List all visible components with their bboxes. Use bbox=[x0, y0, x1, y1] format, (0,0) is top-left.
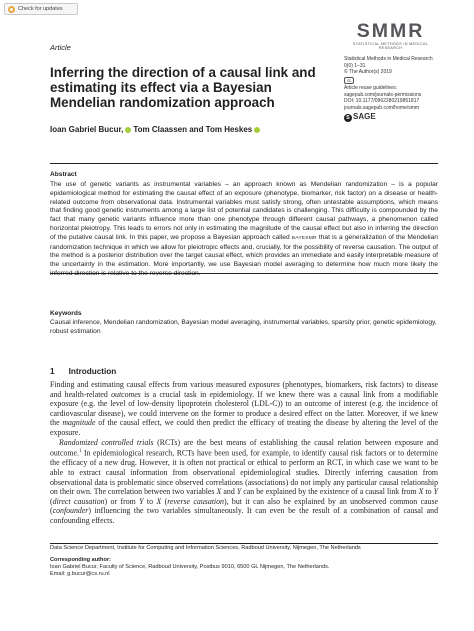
article-metadata bbox=[344, 56, 462, 122]
corresponding-author-address: Ioan Gabriel Bucur, Faculty of Science, Radboud University, Postbus 9010, 6500 GL Nijmegen, The Netherlands. bbox=[50, 564, 330, 571]
author-2-3: Tom Claassen and Tom Heskes bbox=[133, 125, 253, 134]
keywords-heading: Keywords bbox=[50, 310, 82, 317]
abstract-text: The use of genetic variants as instrumental variables – an approach known as Mendelian randomization – is a popular epidemiological method for estimating the causal effect of an exposure (phenotype, biomarker, risk factor) on a disease or health-related outcome from observational data. Instrumental variables must satisfy strong, often untestable assumptions, which means that finding good genetic instruments among a large list of potential candidates is challenging. This difficulty is compounded by the fact that many genetic variants influence more than one phenotype through different causal pathways, a phenomenon called horizontal pleiotropy. This leads to errors not only in estimating the magnitude of the causal effect but also in inferring the direction of the putative causal link. In this paper, we propose a Bayesian approach called BAYESMR that is a generalization of the Mendelian randomization technique in which we allow for pleiotropic effects and, crucially, for the possibility of reverse causation. The output of the method is a posterior distribution over the target causal effect, which provides an immediate and easily interpretable measure of the uncertainty in the estimation. More importantly, we use Bayesian model averaging to determine how much more likely the inferred direction is relative to the reverse direction. bbox=[50, 181, 438, 277]
section-number: 1 bbox=[50, 367, 55, 376]
doi[interactable]: DOI: 10.1177/0962280219851817 bbox=[344, 98, 420, 105]
creative-commons-badge: cc bbox=[344, 77, 354, 85]
journal-name: Statistical Methods in Medical Research bbox=[344, 56, 433, 62]
citation-link[interactable]: 1 bbox=[78, 449, 82, 455]
intro-paragraph-2: Randomized controlled trials (RCTs) are the best means of establishing the causal relation between exposure and outcome.$^1$ In epidemiological research, RCTs have been used, for example, to identify causal risk factors or to determine the efficacy of a new drug. However, it is often not practical or ethical to perform an RCT, in which case we want to be able to extract causal information from observational epidemiological studies. Directly inferring causation from observational data is problematic since observed correlations (associations) do not imply any particular causal relationship on their own. The correlation between two variables X and Y can be explained by the existence of a causal link from X to Y (direct causation) or from Y to X (reverse causation), but it can also be explained by an unobserved common cause (confounder) influencing the two variables simultaneously. It can even be the result of a combination of causal and confounding effects. bbox=[50, 437, 439, 525]
check-for-updates-button[interactable] bbox=[4, 3, 78, 15]
author-1: Ioan Gabriel Bucur, bbox=[50, 125, 124, 134]
orcid-icon[interactable] bbox=[254, 127, 260, 133]
article-type: Article bbox=[50, 43, 71, 52]
reuse-link[interactable]: sagepub.com/journals-permissions bbox=[344, 91, 422, 98]
section-title: Introduction bbox=[68, 367, 117, 376]
check-for-updates-label: Check for updates bbox=[18, 6, 63, 12]
journal-logo-subtitle: STATISTICAL METHODS IN MEDICAL RESEARCH bbox=[352, 42, 429, 50]
affiliation: Data Science Department, Institute for Computing and Information Sciences, Radboud University, Nijmegen, The Netherlands bbox=[50, 545, 361, 551]
intro-heading bbox=[50, 367, 116, 376]
reuse-label: Article reuse guidelines: bbox=[344, 85, 398, 92]
update-icon bbox=[8, 6, 15, 13]
intro-body bbox=[50, 380, 438, 526]
copyright: © The Author(s) 2019 bbox=[344, 69, 392, 76]
journal-site-link[interactable]: journals.sagepub.com/home/smm bbox=[344, 105, 420, 112]
footnote-divider bbox=[50, 543, 438, 544]
paper-title: Inferring the direction of a causal link and estimating its effect via a Bayesian Mendelian randomization approach bbox=[50, 65, 316, 111]
publisher-name: SAGE bbox=[353, 112, 376, 122]
sage-icon: S bbox=[344, 114, 352, 122]
issue-pages: 0(0) 1–31 bbox=[344, 62, 366, 69]
corresponding-author-heading: Corresponding author: bbox=[50, 557, 111, 563]
keywords-text: Causal inference, Mendelian randomization, Bayesian model averaging, instrumental variables, sparsity prior, genetic epidemiology, robust estimation bbox=[50, 319, 437, 335]
journal-logo bbox=[344, 21, 437, 50]
corresponding-author bbox=[50, 557, 440, 579]
abstract-heading: Abstract bbox=[50, 171, 77, 178]
journal-logo-text: SMMR bbox=[356, 20, 425, 42]
author-list bbox=[50, 125, 262, 134]
orcid-icon[interactable] bbox=[125, 127, 131, 133]
method-name: BAYESMR bbox=[291, 235, 317, 241]
publisher-logo bbox=[344, 114, 462, 122]
intro-paragraph-1: Finding and estimating causal effects from various measured exposures (phenotypes, biomarkers, risk factors) to disease and health-related outcomes is a crucial task in epidemiology. If we knew there was a causal link from a modifiable exposure (e.g. the level of low-density lipoprotein cholesterol (LDL-C)) to an outcome of interest (e.g. the incidence of cardiovascular disease), we could intervene on the former to produce a desired effect on the latter. Moreover, if we knew the magnitude of the causal effect, we could then predict the efficacy of treating the disease by altering the level of the exposure. bbox=[50, 380, 438, 437]
corresponding-author-email[interactable]: Email: g.bucur@cs.ru.nl bbox=[50, 571, 110, 578]
